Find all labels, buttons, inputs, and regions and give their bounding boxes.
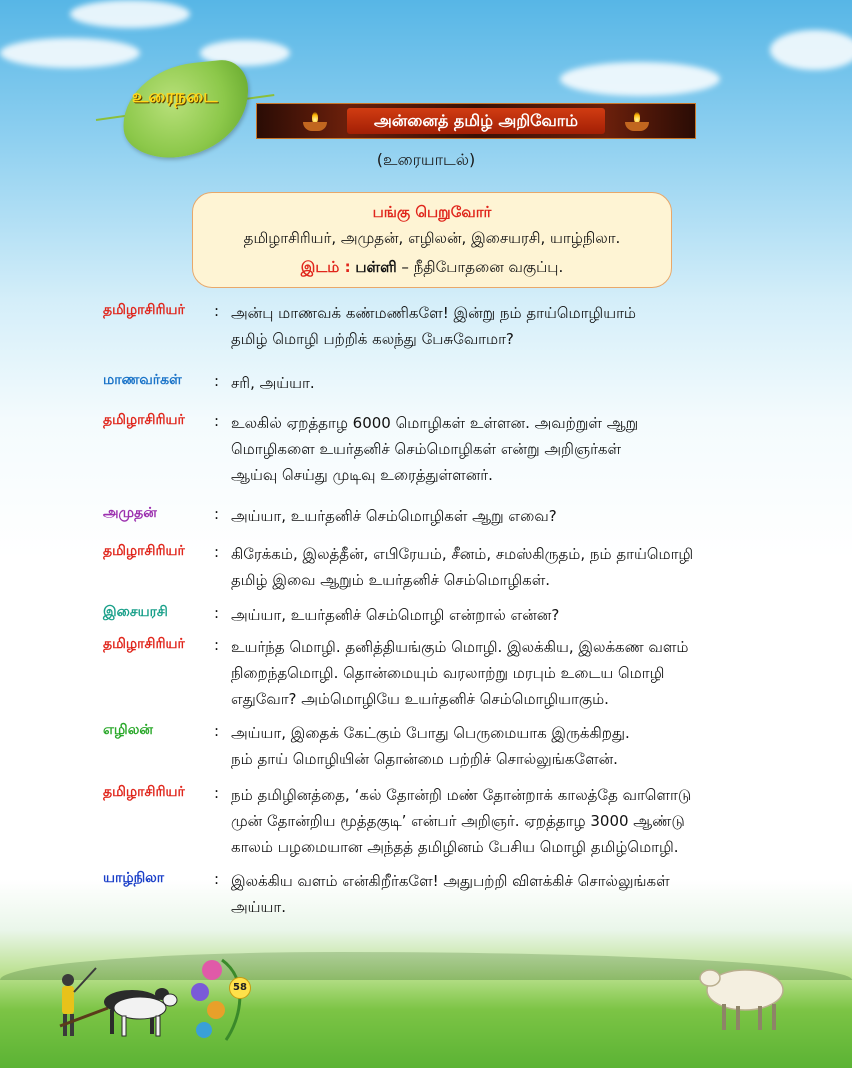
speech-text <box>231 412 791 490</box>
speech-line: மொழிகளை உயர்தனிச் செம்மொழிகள் என்று அறிஞர்கள் <box>231 440 622 458</box>
speaker-name: தமிழாசிரியர் <box>103 636 185 652</box>
place-label: இடம் : <box>300 258 351 276</box>
cloud <box>70 0 190 28</box>
colon: : <box>214 543 220 561</box>
speech-line: அய்யா, உயர்தனிச் செம்மொழி என்றால் என்ன? <box>231 606 560 624</box>
speech-line: இலக்கிய வளம் என்கிறீர்களே! அதுபற்றி விளக்கிச் சொல்லுங்கள் <box>231 872 670 890</box>
speaker-name: தமிழாசிரியர் <box>103 302 185 318</box>
speech-line: காலம் பழமையான அந்தத் தமிழினம் பேசிய மொழி தமிழ்மொழி. <box>231 838 679 856</box>
colon: : <box>214 412 220 430</box>
cloud <box>0 38 140 68</box>
speech-text <box>231 372 791 398</box>
footer-illustration <box>0 930 852 1068</box>
speech-line: உயர்ந்த மொழி. தனித்தியங்கும் மொழி. இலக்கிய, இலக்கண வளம் <box>231 638 689 656</box>
oil-lamp-icon <box>617 112 657 132</box>
oil-lamp-icon <box>295 112 335 132</box>
colon: : <box>214 870 220 888</box>
speaker-name: தமிழாசிரியர் <box>103 412 185 428</box>
speech-line: அன்பு மாணவக் கண்மணிகளே! இன்று நம் தாய்மொழியாம் <box>231 304 636 322</box>
place-line <box>193 258 671 278</box>
speaker-name: யாழ்நிலா <box>103 870 165 886</box>
speaker-name: அமுதன் <box>103 505 157 521</box>
subtitle: (உரையாடல்) <box>376 150 476 169</box>
participants-box <box>192 192 672 288</box>
speech-text <box>231 604 791 630</box>
colon: : <box>214 302 220 320</box>
speech-line: கிரேக்கம், இலத்தீன், எபிரேயம், சீனம், சமஸ்கிருதம், நம் தாய்மொழி <box>231 545 694 563</box>
page-number: 58 <box>229 977 251 999</box>
speech-line: நம் தாய் மொழியின் தொன்மை பற்றிச் சொல்லுங்களேன். <box>231 750 618 768</box>
speaker-name: தமிழாசிரியர் <box>103 784 185 800</box>
place-detail: – நீதிபோதனை வகுப்பு. <box>396 258 564 276</box>
colon: : <box>214 722 220 740</box>
speaker-name: எழிலன் <box>103 722 153 738</box>
speaker-name: மாணவர்கள் <box>103 372 182 388</box>
sheep-icon <box>700 970 783 1030</box>
speech-text <box>231 302 791 354</box>
speech-text <box>231 543 791 595</box>
lesson-title: அன்னைத் தமிழ் அறிவோம் <box>347 108 605 134</box>
speech-line: தமிழ் இவை ஆறும் உயர்தனிச் செம்மொழிகள். <box>231 571 551 589</box>
colon: : <box>214 372 220 390</box>
cloud <box>770 30 852 70</box>
flower-decoration-icon <box>191 960 240 1040</box>
speech-text <box>231 636 791 714</box>
speaker-name: தமிழாசிரியர் <box>103 543 185 559</box>
speech-text <box>231 870 791 922</box>
participants-names: தமிழாசிரியர், அமுதன், எழிலன், இசையரசி, யாழ்நிலா. <box>243 229 621 247</box>
ox-icon <box>114 994 177 1036</box>
speech-line: உலகில் ஏறத்தாழ 6000 மொழிகள் உள்ளன. அவற்றுள் ஆறு <box>231 414 639 432</box>
colon: : <box>214 636 220 654</box>
speech-line: அய்யா, உயர்தனிச் செம்மொழிகள் ஆறு எவை? <box>231 507 557 525</box>
place-value: பள்ளி <box>355 258 397 276</box>
speech-line: சரி, அய்யா. <box>231 374 315 392</box>
footer-landscape <box>0 930 852 1068</box>
participants-title: பங்கு பெறுவோர் <box>372 203 492 221</box>
speech-line: தமிழ் மொழி பற்றிக் கலந்து பேசுவோமா? <box>231 330 514 348</box>
speech-line: முன் தோன்றிய மூத்தகுடி’ என்பர் அறிஞர். ஏறத்தாழ 3000 ஆண்டு <box>231 812 685 830</box>
section-label: உரைநடை <box>132 86 218 107</box>
speech-line: நம் தமிழினத்தை, ‘கல் தோன்றி மண் தோன்றாக் காலத்தே வாளொடு <box>231 786 692 804</box>
speech-text <box>231 722 791 774</box>
speech-line: ஆய்வு செய்து முடிவு உரைத்துள்ளனர். <box>231 466 493 484</box>
speech-line: அய்யா, இதைக் கேட்கும் போது பெருமையாக இருக்கிறது. <box>231 724 630 742</box>
colon: : <box>214 604 220 622</box>
leaf-icon <box>118 58 255 163</box>
title-banner <box>256 103 696 139</box>
colon: : <box>214 784 220 802</box>
colon: : <box>214 505 220 523</box>
farmer-plough-icon <box>60 968 108 1036</box>
speech-line: அய்யா. <box>231 898 286 916</box>
speech-line: நிறைந்தமொழி. தொன்மையும் வரலாற்று மரபும் உடைய மொழி <box>231 664 665 682</box>
cloud <box>560 62 720 96</box>
speech-text <box>231 784 791 862</box>
speech-line: எதுவோ? அம்மொழியே உயர்தனிச் செம்மொழியாகும். <box>231 690 609 708</box>
speech-text <box>231 505 791 531</box>
speaker-name: இசையரசி <box>103 604 168 620</box>
